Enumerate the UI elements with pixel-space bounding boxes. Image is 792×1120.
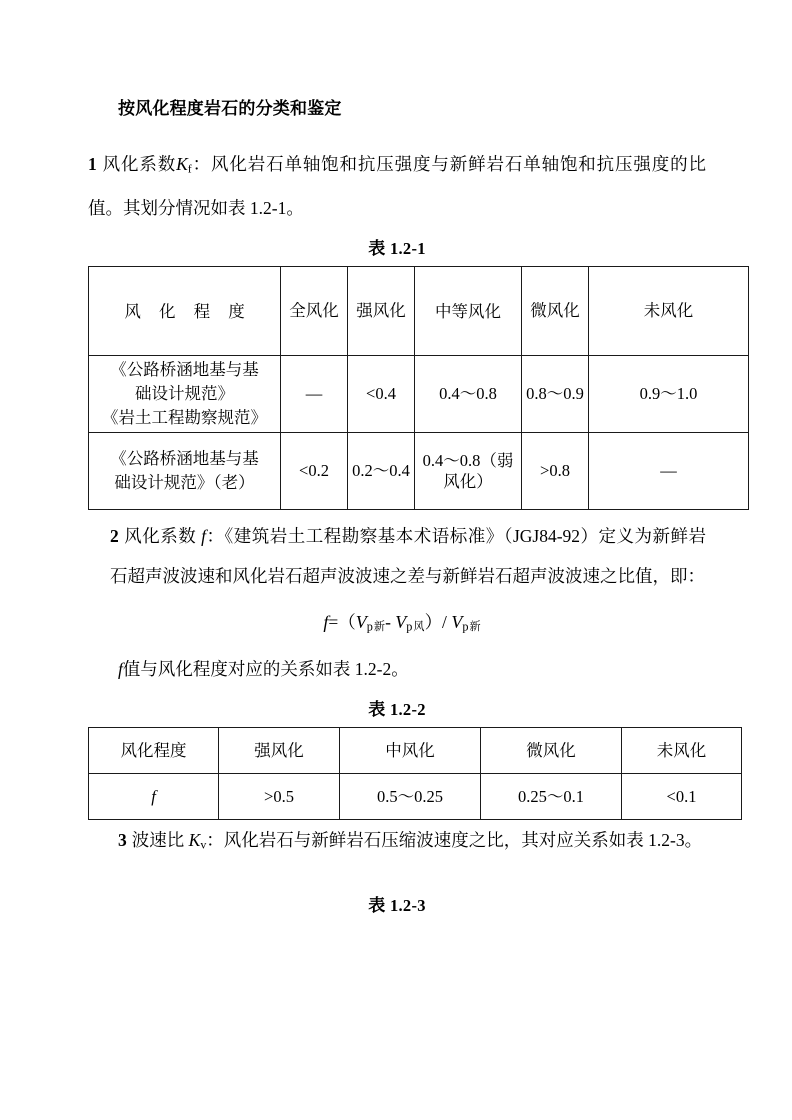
- document-content: [88, 96, 706, 923]
- table-weathering-coefficient-f: [88, 727, 742, 820]
- table-1-row-2-value-0: <0.2: [281, 432, 348, 509]
- table-3-caption-cn: 表: [368, 895, 386, 915]
- formula-lhs: f: [323, 611, 329, 632]
- section-1-label: 风化系数: [101, 153, 177, 174]
- section-2-number: 2: [110, 525, 119, 546]
- table-weathering-coefficient-kf: [88, 266, 749, 510]
- table-2-header-unweathered: 未风化: [622, 728, 742, 774]
- table-1-header-unweathered: 未风化: [589, 267, 749, 356]
- section-2-colon: ：: [206, 525, 225, 546]
- formula-vp-weathered: $V_{p风}$: [395, 611, 425, 634]
- section-1-text: 风化岩石单轴饱和抗压强度与新鲜岩石单轴饱和抗压强度的比值。其划分情况如表 1.2-1。: [88, 153, 707, 219]
- table-row-header: [89, 267, 749, 356]
- paragraph-section-1: [88, 144, 706, 229]
- formula-close-divide: ）/: [424, 611, 447, 632]
- formula-minus: -: [385, 611, 391, 632]
- symbol-f: f: [201, 525, 206, 546]
- table-1-row-1-source: 《公路桥涵地基与基 础设计规范》 《岩土工程勘察规范》: [89, 356, 281, 433]
- table-1-row-2-value-2: 0.4～0.8（弱风化）: [415, 432, 522, 509]
- table-1-row-2-value-4: —: [589, 432, 749, 509]
- table-1-row-1-value-2: 0.4～0.8: [415, 356, 522, 433]
- section-2-text: 《建筑岩土工程勘察基本术语标准》（JGJ84-92）定义为新鲜岩石超声波波速和风化岩石超声波波速之差与新鲜岩石超声波波速之比值，即：: [110, 525, 707, 586]
- table-3-caption: [88, 891, 706, 916]
- table-2-header-highly-weathered: 强风化: [219, 728, 340, 774]
- section-1-number: 1: [88, 153, 97, 174]
- section-3-number: 3: [118, 830, 127, 851]
- formula-f-definition: [88, 602, 706, 647]
- symbol-kv-subscript: v: [200, 837, 207, 852]
- paragraph-section-3: [118, 820, 706, 865]
- table-2-value-2: 0.25～0.1: [481, 774, 622, 820]
- formula-equals: =（: [328, 611, 356, 632]
- table-2-row-label: f: [89, 774, 219, 820]
- table-1-row-1-value-3: 0.8～0.9: [522, 356, 589, 433]
- table-2-value-3: <0.1: [622, 774, 742, 820]
- table-1-header-highly-weathered: 强风化: [348, 267, 415, 356]
- formula-vp-new-2: $V_{p新}$: [451, 611, 481, 634]
- table-1-caption: [88, 234, 706, 259]
- formula-vp-new-1: $V_{p新}$: [355, 611, 386, 634]
- table-2-caption-number: 1.2-2: [389, 700, 426, 720]
- table-1-row-2-source: 《公路桥涵地基与基 础设计规范》（老）: [89, 432, 281, 509]
- table-row: [89, 432, 749, 509]
- table-2-caption: [88, 695, 706, 720]
- table-2-header-slightly-weathered: 微风化: [481, 728, 622, 774]
- symbol-kv: $K_v$: [188, 830, 207, 852]
- table-1-row-2-value-1: 0.2～0.4: [348, 432, 415, 509]
- symbol-f-inline: f: [118, 659, 123, 680]
- table-1-caption-cn: 表: [368, 239, 386, 259]
- page-title: 按风化程度岩石的分类和鉴定: [118, 99, 342, 118]
- table-1-row-1-value-4: 0.9～1.0: [589, 356, 749, 433]
- section-1-colon: ：: [191, 153, 211, 174]
- spacer: [88, 871, 706, 885]
- table-1-row-1-value-1: <0.4: [348, 356, 415, 433]
- table-2-header-moderately-weathered: 中风化: [340, 728, 481, 774]
- paragraph-section-2: [110, 516, 706, 596]
- table-row-header: [89, 728, 742, 774]
- section-3-text: 风化岩石与新鲜岩石压缩波速度之比，其对应关系如表 1.2-3。: [223, 830, 703, 851]
- table-row: [89, 356, 749, 433]
- table-1-header-degree: 风 化 程 度: [89, 267, 281, 356]
- paragraph-f-relation: [118, 649, 706, 689]
- table-1-caption-number: 1.2-1: [389, 239, 426, 259]
- table-1-row-1-value-0: —: [281, 356, 348, 433]
- table-3-caption-number: 1.2-3: [389, 895, 426, 915]
- table-1-row-2-value-3: >0.8: [522, 432, 589, 509]
- table-2-caption-cn: 表: [368, 700, 386, 720]
- table-1-header-moderately-weathered: 中等风化: [415, 267, 522, 356]
- table-2-header-degree: 风化程度: [89, 728, 219, 774]
- table-1-header-slightly-weathered: 微风化: [522, 267, 589, 356]
- symbol-kf-subscript: f: [187, 161, 192, 176]
- section-2-label: 风化系数: [123, 525, 197, 546]
- symbol-kf: $K_f$: [176, 153, 192, 176]
- table-2-value-1: 0.5～0.25: [340, 774, 481, 820]
- table-row: [89, 774, 742, 820]
- section-3-label: 波速比: [131, 830, 185, 851]
- table-2-value-0: >0.5: [219, 774, 340, 820]
- section-3-colon: ：: [206, 830, 224, 851]
- f-relation-text: 值与风化程度对应的关系如表 1.2-2。: [122, 659, 409, 680]
- table-1-header-completely-weathered: 全风化: [281, 267, 348, 356]
